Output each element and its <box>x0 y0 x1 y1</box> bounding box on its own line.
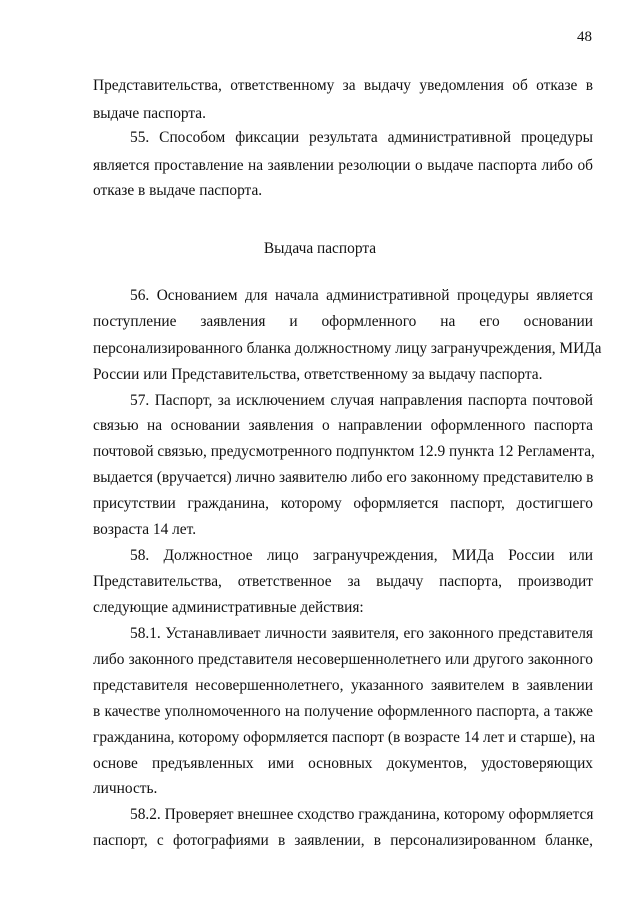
paragraph-line: основе предъявленных ими основных документов, удостоверяющих <box>93 755 593 772</box>
paragraph-line: следующие административные действия: <box>93 599 364 616</box>
paragraph-line: Представительства, ответственное за выдачу паспорта, производит <box>93 573 593 590</box>
paragraph-line: 58. Должностное лицо загранучреждения, МИДа России или <box>130 547 593 564</box>
section-heading: Выдача паспорта <box>263 240 377 257</box>
paragraph-line: выдаче паспорта. <box>93 105 206 122</box>
paragraph-line: является проставление на заявлении резолюции о выдаче паспорта либо об <box>93 157 593 174</box>
paragraph-line: выдается (вручается) лично заявителю либо его законному представителю в <box>93 469 594 486</box>
paragraph-line: поступление заявления и оформленного на его основании <box>93 313 593 330</box>
paragraph-line: персонализированного бланка должностному лицу загранучреждения, МИДа <box>93 340 602 357</box>
paragraph-line: представителя несовершеннолетнего, указанного заявителем в заявлении <box>93 677 593 694</box>
paragraph-line: связью на основании заявления о направлении оформленного паспорта <box>93 417 593 434</box>
paragraph-line: 55. Способом фиксации результата административной процедуры <box>130 129 593 146</box>
paragraph-line: 58.2. Проверяет внешнее сходство гражданина, которому оформляется <box>130 806 594 823</box>
paragraph-line: личность. <box>93 780 158 797</box>
paragraph-line: в качестве уполномоченного на получение оформленного паспорта, а также <box>93 703 593 720</box>
paragraph-line: 56. Основанием для начала административной процедуры является <box>130 287 593 304</box>
paragraph-line: возраста 14 лет. <box>93 521 197 538</box>
paragraph-line: присутствии гражданина, которому оформляется паспорт, достигшего <box>93 495 593 512</box>
paragraph-line: 58.1. Устанавливает личности заявителя, его законного представителя <box>130 625 593 642</box>
paragraph-line: 57. Паспорт, за исключением случая направления паспорта почтовой <box>130 392 593 409</box>
paragraph-line: России или Представительства, ответственному за выдачу паспорта. <box>93 366 543 383</box>
paragraph-line: Представительства, ответственному за выдачу уведомления об отказе в <box>93 77 593 94</box>
paragraph-line: почтовой связью, предусмотренного подпунктом 12.9 пункта 12 Регламента, <box>93 443 595 460</box>
paragraph-line: отказе в выдаче паспорта. <box>93 182 263 199</box>
paragraph-line: либо законного представителя несовершеннолетнего или другого законного <box>93 651 593 668</box>
page-number: 48 <box>577 29 592 45</box>
paragraph-line: гражданина, которому оформляется паспорт (в возрасте 14 лет и старше), на <box>93 729 596 746</box>
paragraph-line: паспорт, с фотографиями в заявлении, в персонализированном бланке, <box>93 832 593 849</box>
